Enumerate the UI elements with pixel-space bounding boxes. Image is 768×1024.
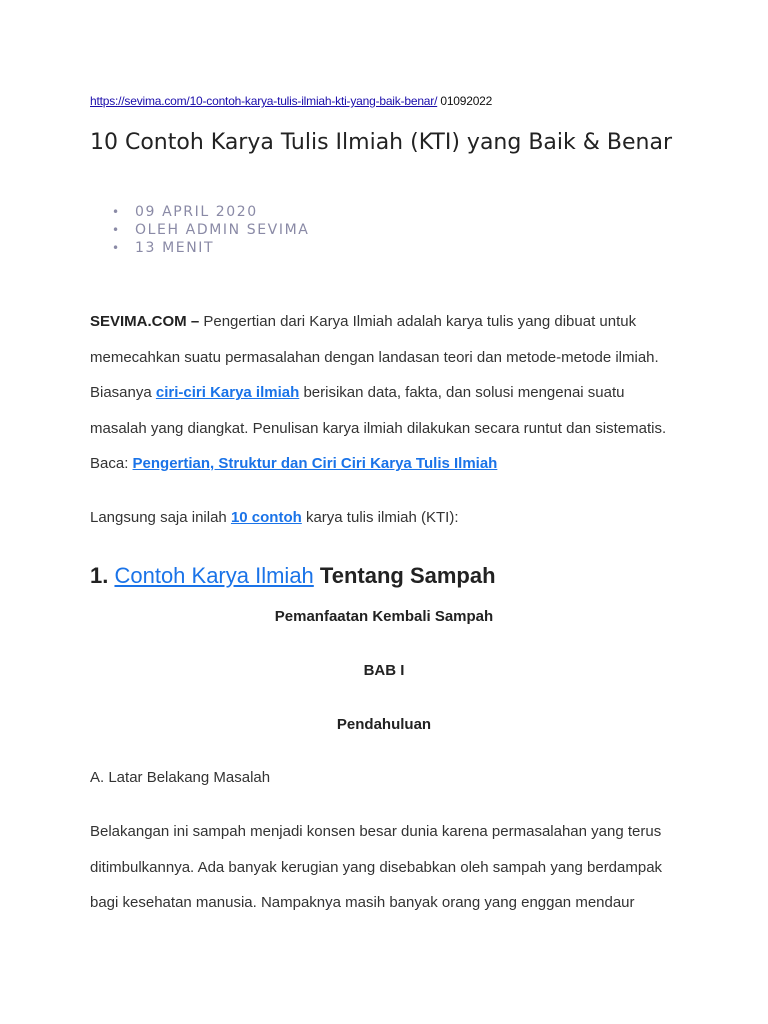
article-title: 10 Contoh Karya Tulis Ilmiah (KTI) yang Baik & Benar bbox=[90, 130, 672, 155]
ciri-ciri-link[interactable]: ciri-ciri Karya ilmiah bbox=[155, 384, 300, 401]
section-1-heading bbox=[90, 560, 496, 592]
bullet-icon: • bbox=[112, 241, 121, 255]
contoh-karya-ilmiah-link[interactable]: Contoh Karya Ilmiah bbox=[114, 563, 314, 588]
lead-paragraph bbox=[90, 500, 685, 536]
pengertian-struktur-link[interactable]: Pengertian, Struktur dan Ciri Ciri Karya Tulis Ilmiah bbox=[132, 455, 498, 472]
chapter-number: BAB I bbox=[363, 662, 405, 679]
subsection-heading: A. Latar Belakang Masalah bbox=[90, 769, 271, 786]
intro-paragraph bbox=[90, 304, 685, 482]
chapter-title: Pendahuluan bbox=[336, 716, 432, 733]
intro-text-1: Pengertian dari Karya Ilmiah adalah karya tulis yang dibuat untuk memecahkan suatu permasalahan dengan landasan teori dan metode-metode ilmiah. Biasanya bbox=[90, 313, 659, 401]
section-number: 1. bbox=[90, 563, 115, 588]
capture-date-stamp: 01092022 bbox=[440, 94, 493, 108]
meta-date-text: 09 APRIL 2020 bbox=[135, 204, 258, 220]
brand-label: SEVIMA.COM – bbox=[90, 313, 200, 330]
meta-author-text: OLEH ADMIN SEVIMA bbox=[135, 222, 310, 238]
meta-reading-time bbox=[112, 239, 309, 257]
section-heading-rest: Tentang Sampah bbox=[313, 563, 496, 588]
meta-date bbox=[112, 203, 309, 221]
bullet-icon: • bbox=[112, 223, 121, 237]
bullet-icon: • bbox=[112, 205, 121, 219]
meta-author bbox=[112, 221, 309, 239]
ten-examples-link[interactable]: 10 contoh bbox=[230, 509, 302, 526]
document-title: Pemanfaatan Kembali Sampah bbox=[274, 608, 494, 625]
lead-text-1: Langsung saja inilah bbox=[90, 509, 231, 526]
source-url-link[interactable]: https://sevima.com/10-contoh-karya-tulis-ilmiah-kti-yang-baik-benar/ bbox=[90, 94, 438, 108]
source-line bbox=[90, 94, 492, 108]
lead-text-2: karya tulis ilmiah (KTI): bbox=[301, 509, 459, 526]
meta-reading-time-text: 13 MENIT bbox=[135, 240, 215, 256]
article-meta-list bbox=[112, 203, 309, 257]
body-paragraph: Belakangan ini sampah menjadi konsen besar dunia karena permasalahan yang terus ditimbulkannya. Ada banyak kerugian yang disebabkan oleh sampah yang berdampak bagi kesehatan manusia. Nampaknya masih banyak orang yang enggan mendaur bbox=[90, 823, 663, 911]
intro-text-2: berisikan data, fakta, dan solusi mengenai suatu masalah yang diangkat. Penulisan karya ilmiah dilakukan secara runtut dan sistematis. Baca: bbox=[90, 384, 667, 472]
